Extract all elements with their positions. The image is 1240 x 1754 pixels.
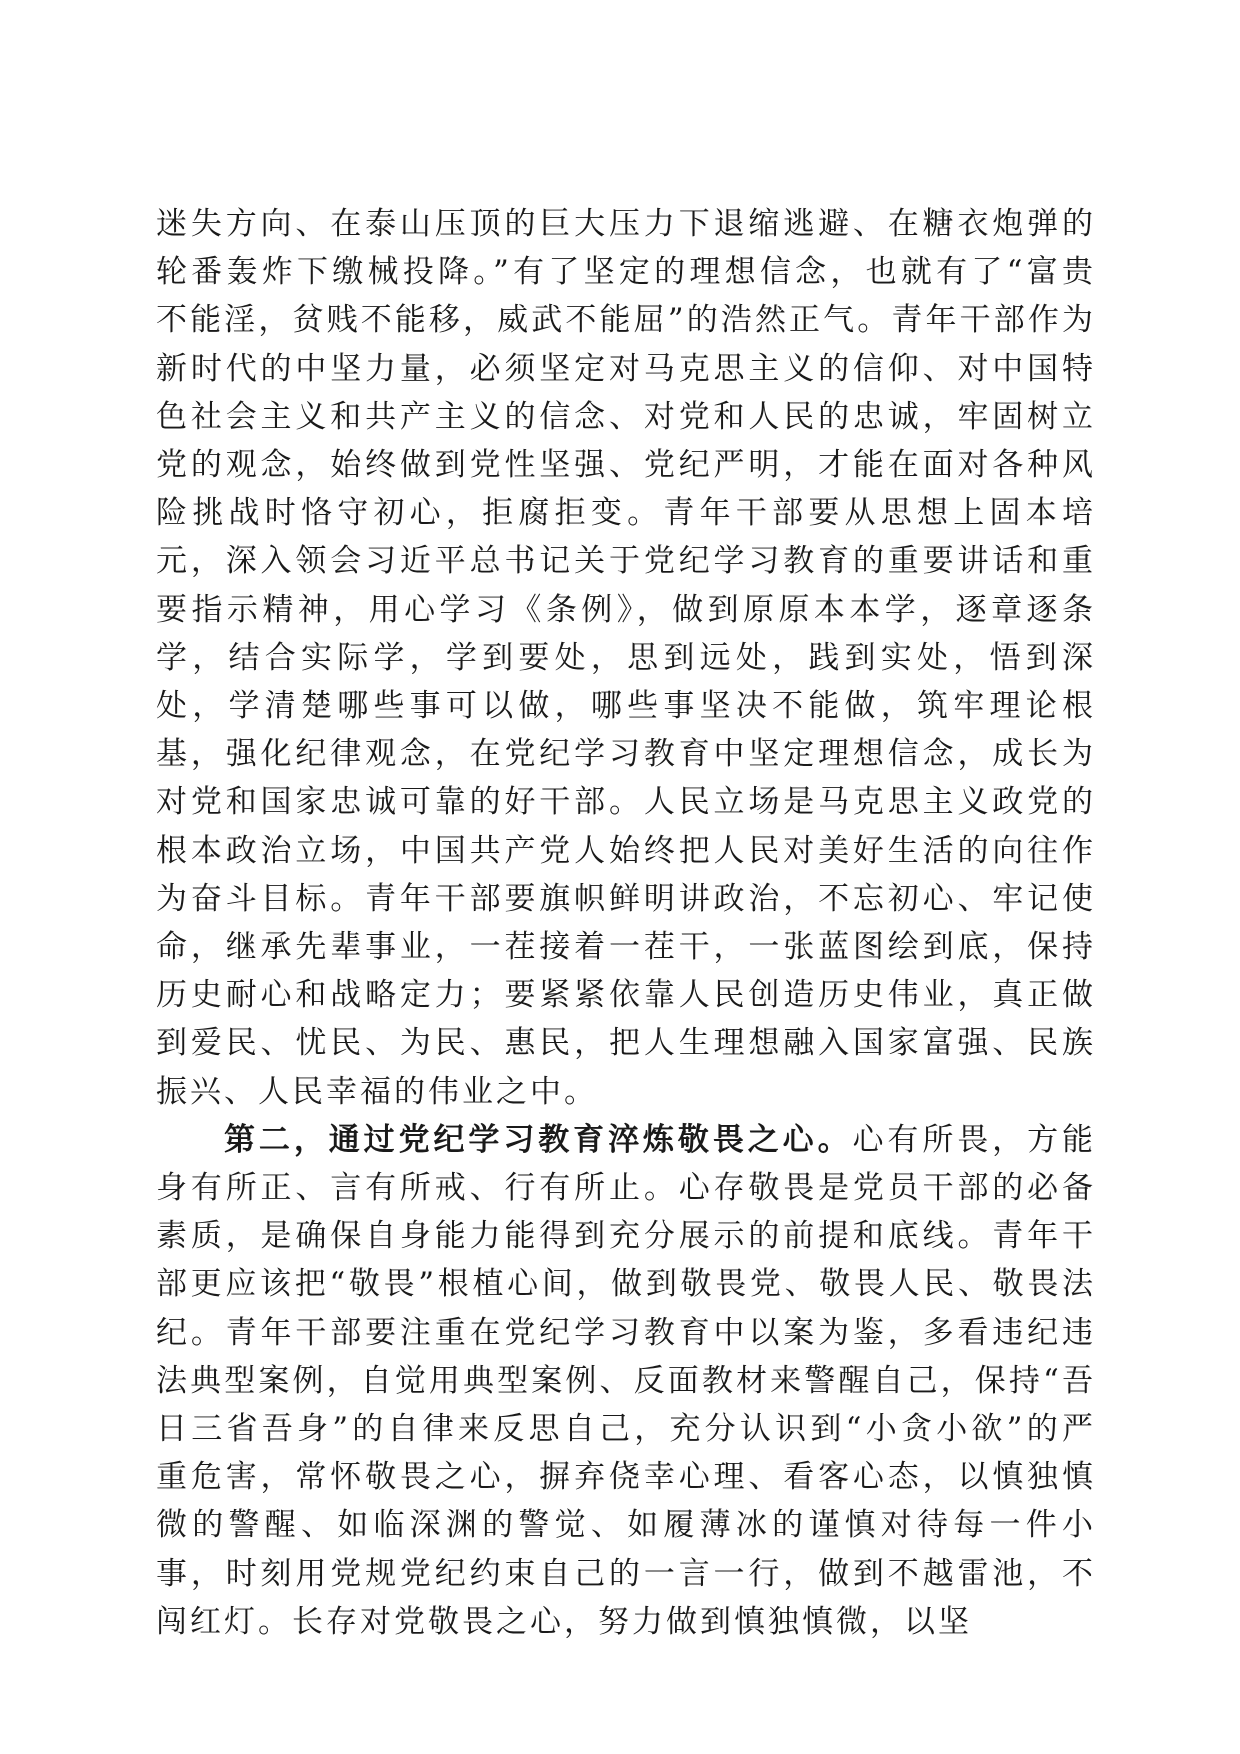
paragraph-reverence-heading: 第二，通过党纪学习教育淬炼敬畏之心。 [224,1121,853,1158]
paragraph-reverence [156,1116,1096,1646]
paragraph-reverence-text: 心有所畏，方能身有所正、言有所戒、行有所止。心存敬畏是党员干部的必备素质，是确保自身能力能得到充分展示的前提和底线。青年干部更应该把“敬畏”根植心间，做到敬畏党、敬畏人民、敬畏法纪。青年干部要注重在党纪学习教育中以案为鉴，多看违纪违法典型案例，自觉用典型案例、反面教材来警醒自己，保持“吾日三省吾身”的自律来反思自己，充分认识到“小贪小欲”的严重危害，常怀敬畏之心，摒弃侥幸心理、看客心态，以慎独慎微的警醒、如临深渊的警觉、如履薄冰的谨慎对待每一件小事，时刻用党规党纪约束自己的一言一行，做到不越雷池，不闯红灯。长存对党敬畏之心，努力做到慎独慎微，以坚 [156,1121,1096,1640]
paragraph-ideals [156,200,1096,1116]
body-text [156,200,1096,1646]
paragraph-ideals-text: 迷失方向、在泰山压顶的巨大压力下退缩逃避、在糖衣炮弹的轮番轰炸下缴械投降。”有了坚定的理想信念，也就有了“富贵不能淫，贫贱不能移，威武不能屈”的浩然正气。青年干部作为新时代的中坚力量，必须坚定对马克思主义的信仰、对中国特色社会主义和共产主义的信念、对党和人民的忠诚，牢固树立党的观念，始终做到党性坚强、党纪严明，才能在面对各种风险挑战时恪守初心，拒腐拒变。青年干部要从思想上固本培元，深入领会习近平总书记关于党纪学习教育的重要讲话和重要指示精神，用心学习《条例》，做到原原本本学，逐章逐条学，结合实际学，学到要处，思到远处，践到实处，悟到深处，学清楚哪些事可以做，哪些事坚决不能做，筑牢理论根基，强化纪律观念，在党纪学习教育中坚定理想信念，成长为对党和国家忠诚可靠的好干部。人民立场是马克思主义政党的根本政治立场，中国共产党人始终把人民对美好生活的向往作为奋斗目标。青年干部要旗帜鲜明讲政治，不忘初心、牢记使命，继承先辈事业，一茬接着一茬干，一张蓝图绘到底，保持历史耐心和战略定力；要紧紧依靠人民创造历史伟业，真正做到爱民、忧民、为民、惠民，把人生理想融入国家富强、民族振兴、人民幸福的伟业之中。 [156,206,1096,1110]
